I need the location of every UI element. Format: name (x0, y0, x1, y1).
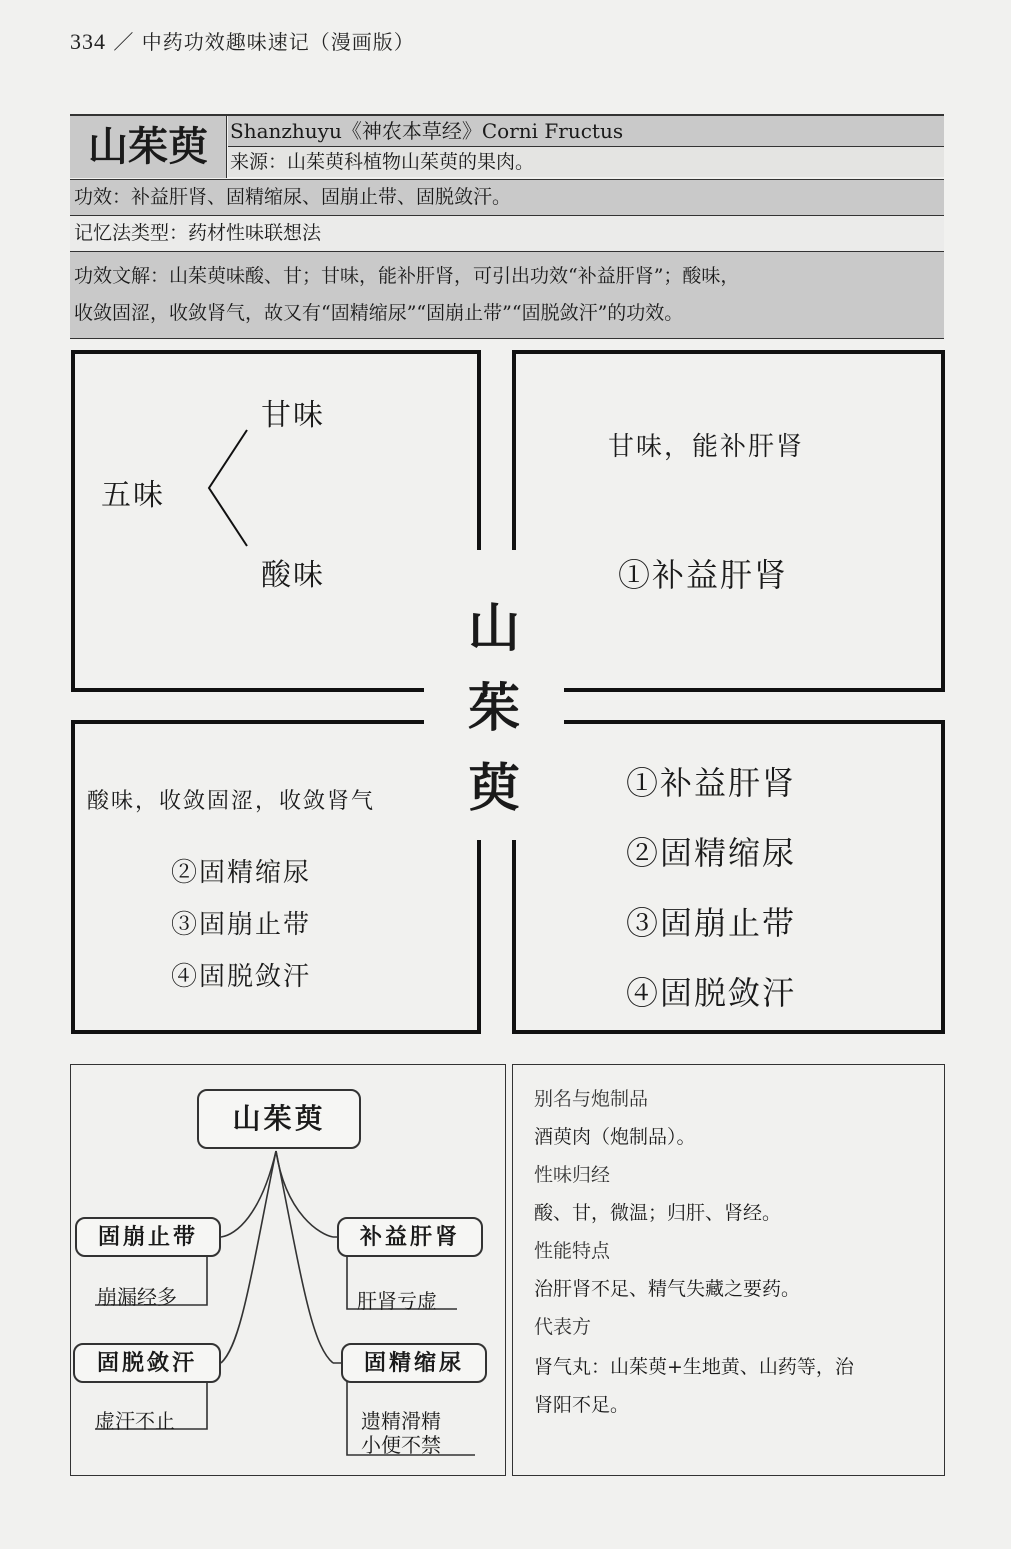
branch-bracket (203, 426, 253, 550)
center-char-2: 茱 (464, 666, 524, 741)
book-title: 中药功效趣味速记（漫画版） (141, 30, 415, 54)
node-bu-yi: 补益肝肾 (337, 1217, 483, 1257)
alias-heading: 别名与炮制品 (534, 1089, 649, 1110)
herb-source: 来源：山茱萸科植物山茱萸的果肉。 (228, 147, 944, 177)
herb-efficacy: 功效：补益肝肾、固精缩尿、固崩止带、固脱敛汗。 (70, 180, 944, 216)
sour-effect-item-2: ③固崩止带 (171, 910, 312, 940)
panel-sweet-effect (512, 350, 945, 692)
latin-name: Shanzhuyu《神农本草经》Corni Fructus (228, 116, 944, 147)
sour-caption: 酸味，收敛固涩，收敛肾气 (87, 789, 376, 814)
sour-effect-item-3: ④固脱敛汗 (171, 962, 312, 992)
sour-flavor-label: 酸味 (261, 558, 325, 593)
page-number: 334 (70, 29, 106, 54)
leaf-gu-tuo: 虚汗不止 (95, 1409, 175, 1433)
node-gu-jing: 固精缩尿 (341, 1343, 487, 1383)
panel-all-effects (512, 720, 945, 1034)
all-effect-item-1: ①补益肝肾 (626, 764, 797, 802)
herb-info-table (70, 114, 944, 339)
panel-five-flavors (71, 350, 481, 692)
center-char-1: 山 (464, 586, 524, 661)
all-effect-item-4: ④固脱敛汗 (626, 974, 797, 1012)
node-gu-tuo: 固脱敛汗 (73, 1343, 221, 1383)
header-separator: ／ (113, 30, 142, 54)
herb-name: 山茱萸 (70, 116, 227, 178)
mindmap-root: 山茱萸 (197, 1089, 361, 1149)
formula-text-1: 肾气丸：山茱萸+生地黄、山药等，治 (534, 1356, 854, 1378)
efficacy-explanation (70, 252, 944, 339)
center-char-3: 萸 (464, 746, 524, 821)
explanation-line-1: 功效文解：山茱萸味酸、甘；甘味，能补肝肾，可引出功效“补益肝肾”；酸味， (74, 265, 740, 287)
leaf-bu-yi: 肝肾亏虚 (357, 1289, 437, 1313)
panel-sour-effect (71, 720, 481, 1034)
mindmap-box (70, 1064, 506, 1476)
page-header (70, 26, 415, 55)
formula-text-2: 肾阳不足。 (534, 1394, 630, 1416)
feature-heading: 性能特点 (534, 1241, 611, 1262)
explanation-line-2: 收敛固涩，收敛肾气，故又有“固精缩尿”“固崩止带”“固脱敛汗”的功效。 (74, 302, 684, 324)
leaf-gu-beng: 崩漏经多 (97, 1285, 177, 1309)
sweet-caption: 甘味，能补肝肾 (608, 432, 805, 462)
node-gu-beng: 固崩止带 (75, 1217, 221, 1257)
sweet-effect-item: ①补益肝肾 (618, 556, 789, 594)
all-effect-item-2: ②固精缩尿 (626, 834, 797, 872)
all-effect-item-3: ③固崩止带 (626, 904, 797, 942)
nature-text: 酸、甘，微温；归肝、肾经。 (534, 1202, 782, 1224)
title-row (70, 116, 944, 180)
sour-effect-item-1: ②固精缩尿 (171, 858, 312, 888)
formula-heading: 代表方 (534, 1317, 592, 1338)
leaf-gu-jing-1: 遗精滑精 (361, 1409, 441, 1433)
nature-heading: 性味归经 (534, 1165, 611, 1186)
leaf-gu-jing-2: 小便不禁 (361, 1433, 441, 1457)
feature-text: 治肝肾不足、精气失藏之要药。 (534, 1278, 801, 1300)
sweet-flavor-label: 甘味 (261, 398, 325, 433)
five-flavors-label: 五味 (101, 478, 165, 513)
memory-type: 记忆法类型：药材性味联想法 (70, 216, 944, 252)
alias-text: 酒萸肉（炮制品）。 (534, 1126, 696, 1148)
